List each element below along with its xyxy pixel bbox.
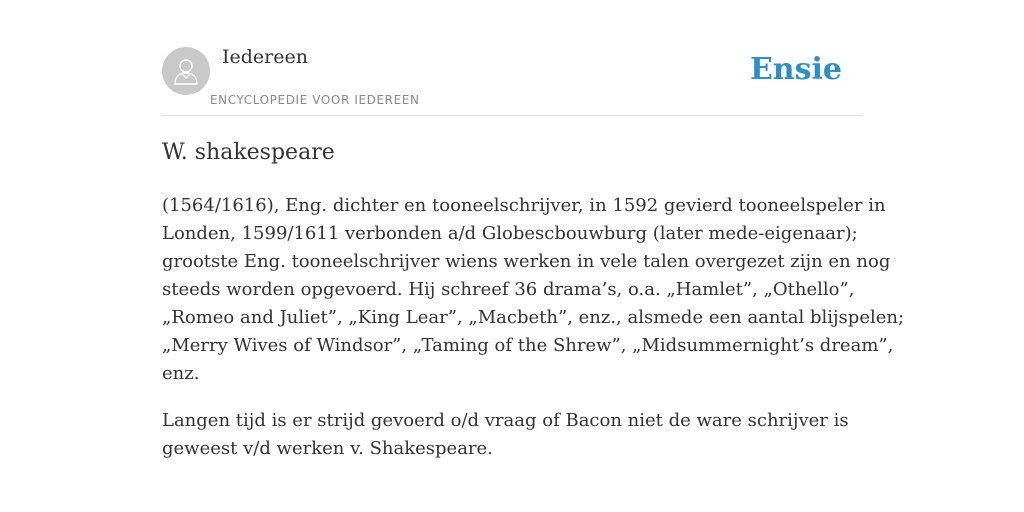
paragraph-line: „Romeo and Juliet”, „King Lear”, „Macbeth”, enz., alsmede een aantal blijspelen; <box>162 307 905 328</box>
entry-body <box>162 192 905 482</box>
header <box>162 40 862 116</box>
entry-title: W. shakespeare <box>162 140 335 165</box>
entry-paragraph <box>162 407 862 463</box>
paragraph-line: grootste Eng. tooneelschrijver wiens werken in vele talen overgezet zijn en nog <box>162 251 891 272</box>
tagline: ENCYCLOPEDIE VOOR IEDEREEN <box>210 93 420 107</box>
paragraph-line: steeds worden opgevoerd. Hij schreef 36 drama’s, o.a. „Hamlet”, „Othello”, <box>162 279 855 300</box>
user-icon <box>173 57 199 85</box>
paragraph-line: enz. <box>162 363 200 384</box>
brand-logo[interactable]: Ensie <box>749 52 842 87</box>
avatar[interactable] <box>162 47 210 95</box>
author-name[interactable]: Iedereen <box>222 46 308 68</box>
paragraph-line: (1564/1616), Eng. dichter en tooneelschrijver, in 1592 gevierd tooneelspeler in <box>162 195 886 216</box>
paragraph-line: „Merry Wives of Windsor”, „Taming of the Shrew”, „Midsummernight’s dream”, <box>162 335 894 356</box>
entry-paragraph <box>162 192 905 388</box>
paragraph-line: Londen, 1599/1611 verbonden a/d Globescbouwburg (later mede-eigenaar); <box>162 223 858 244</box>
paragraph-line: geweest v/d werken v. Shakespeare. <box>162 438 493 459</box>
paragraph-line: Langen tijd is er strijd gevoerd o/d vraag of Bacon niet de ware schrijver is <box>162 410 849 431</box>
